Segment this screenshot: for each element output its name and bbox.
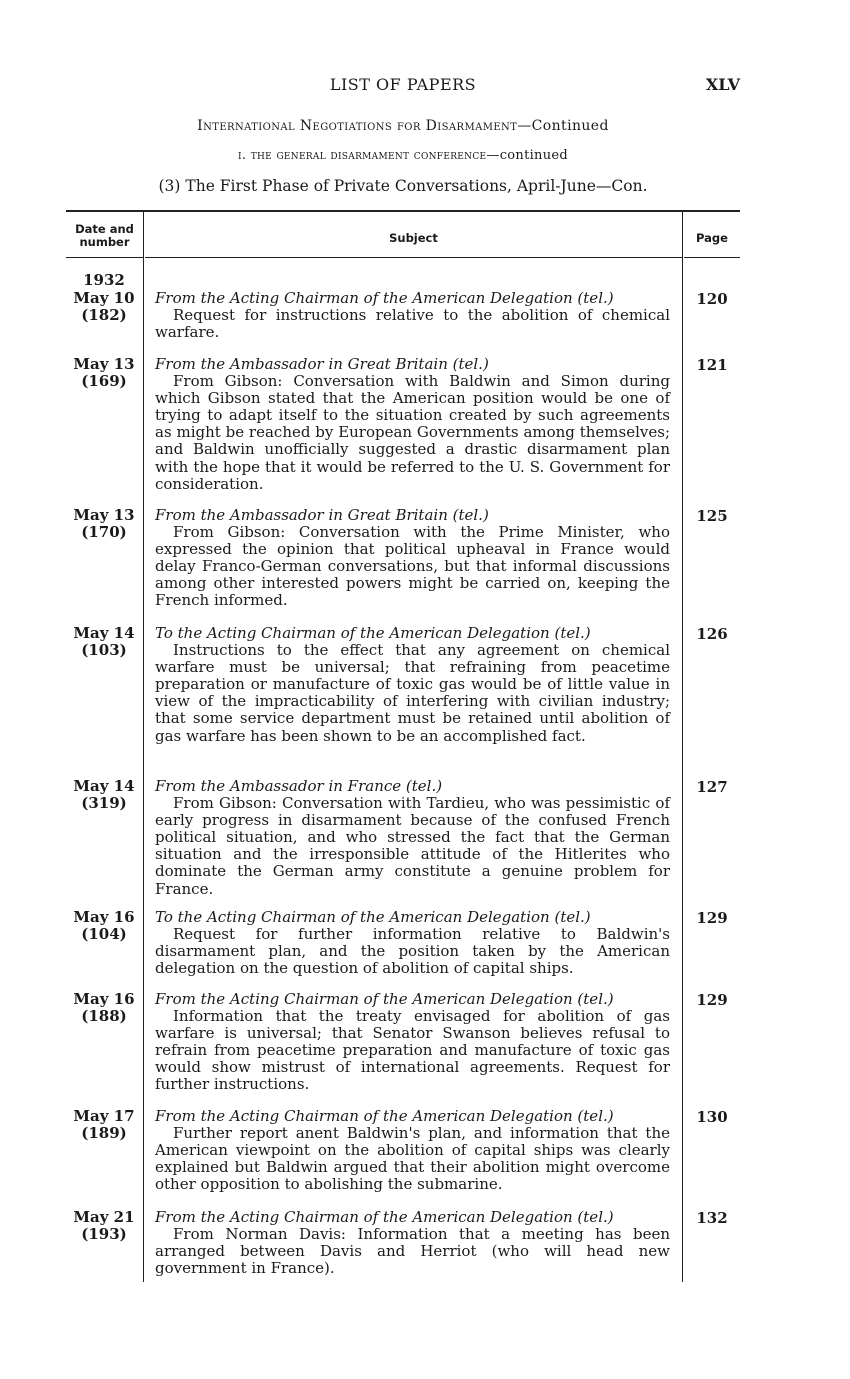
header-rule-subject [145,257,682,258]
subject-cell [155,909,670,977]
entry-date: May 14 [73,624,135,642]
header-rule-page [684,257,740,258]
entry-number: (170) [81,523,127,541]
entry-summary: Request for further information relative to Baldwin's disarmament plan, and the position taken by the American delegation on the question of abolition of capital ships. [155,925,670,978]
subject-cell [155,507,670,610]
column-header-date: Date and number [75,222,134,249]
entry-page: 120 [696,290,728,308]
entry-number: (193) [81,1225,127,1243]
section-heading-tail: —Continued [517,118,609,134]
subject-cell [155,778,670,898]
entry-source: From the Acting Chairman of the American Delegation (tel.) [155,289,614,307]
entry-source: From the Acting Chairman of the American Delegation (tel.) [155,1208,614,1226]
year-label: 1932 [83,271,125,289]
subject-cell [155,356,670,493]
subsection-heading-caps: i. the general disarmament conference [237,148,487,163]
entry-number: (103) [81,641,127,659]
date-cell [66,778,142,812]
date-cell [66,1209,142,1243]
entry-page: 129 [696,909,728,927]
entry-date: May 16 [73,908,135,926]
entry-date: May 16 [73,990,135,1008]
entry-page: 126 [696,625,728,643]
column-header-page: Page [696,231,728,245]
date-cell [66,507,142,541]
subject-cell [155,625,670,745]
entry-page: 127 [696,778,728,796]
entry-number: (189) [81,1124,127,1142]
section-heading-caps: International Negotiations for Disarmament [197,118,518,134]
entry-date: May 14 [73,777,135,795]
entry-summary: Request for instructions relative to the abolition of chemical warfare. [155,306,670,342]
date-cell [66,909,142,943]
running-head [66,75,740,95]
part-heading: (3) The First Phase of Private Conversations, April-June—Con. [158,177,648,195]
column-divider-date [143,212,144,1282]
entry-source: From the Acting Chairman of the American Delegation (tel.) [155,990,614,1008]
entry-source: From the Ambassador in France (tel.) [155,777,443,795]
entry-date: May 10 [73,289,135,307]
entry-date: May 17 [73,1107,135,1125]
entry-page: 121 [696,356,728,374]
entry-page: 132 [696,1209,728,1227]
subsection-heading-tail: —continued [486,148,569,163]
subject-cell [155,1108,670,1193]
entry-source: From the Ambassador in Great Britain (tel.) [155,506,489,524]
header-rule-date [66,257,143,258]
date-cell [66,625,142,659]
date-cell [66,356,142,390]
section-heading [66,118,740,134]
entry-source: From the Acting Chairman of the American Delegation (tel.) [155,1107,614,1125]
entry-page: 130 [696,1108,728,1126]
entry-summary: Instructions to the effect that any agreement on chemical warfare must be universal; that refraining from peacetime preparation or manufacture of toxic gas would be of little value in view of the impracticability of interfering with civilian industry; that some service department must be retained until abolition of gas warfare has been shown to be an accomplished fact. [155,641,670,745]
entry-summary: From Gibson: Conversation with the Prime Minister, who expressed the opinion that political upheaval in France would delay Franco-German conversations, but that informal discussions among other interested powers might be carried on, keeping the French informed. [155,523,670,610]
entry-summary: From Gibson: Conversation with Baldwin and Simon during which Gibson stated that the American position would be one of trying to adapt itself to the situation created by such agreements as might be reached by European Governments among themselves; and Baldwin unofficially suggested a drastic disarmament plan with the hope that it would be referred to the U. S. Government for consideration. [155,372,670,493]
column-divider-page [682,212,683,1282]
entry-number: (104) [81,925,127,943]
entry-source: To the Acting Chairman of the American Delegation (tel.) [155,624,591,642]
subject-cell [155,1209,670,1277]
entry-number: (169) [81,372,127,390]
entry-summary: Information that the treaty envisaged for abolition of gas warfare is universal; that Senator Swanson believes refusal to refrain from peacetime preparation and manufacture of toxic gas would show mistrust of international agreements. Request for further instructions. [155,1007,670,1094]
running-title: LIST OF PAPERS [329,75,477,94]
subject-cell [155,290,670,341]
entry-source: To the Acting Chairman of the American Delegation (tel.) [155,908,591,926]
column-header-subject: Subject [389,231,438,245]
running-page-number: XLV [705,75,740,94]
entry-number: (188) [81,1007,127,1025]
subsection-heading [66,148,740,163]
entry-source: From the Ambassador in Great Britain (tel.) [155,355,489,373]
entry-page: 125 [696,507,728,525]
entry-date: May 21 [73,1208,135,1226]
entry-summary: From Gibson: Conversation with Tardieu, who was pessimistic of early progress in disarmament because of the confused French political situation, and who stressed the fact that the German situation and the irresponsible attitude of the Hitlerites who dominate the German army constitute a genuine problem for France. [155,794,670,898]
date-cell [66,991,142,1025]
papers-table [66,210,740,1282]
date-cell [66,1108,142,1142]
entry-date: May 13 [73,506,135,524]
entry-number: (319) [81,794,127,812]
date-cell [66,290,142,324]
table-top-rule [66,210,740,212]
entry-number: (182) [81,306,127,324]
subject-cell [155,991,670,1094]
entry-date: May 13 [73,355,135,373]
entry-page: 129 [696,991,728,1009]
entry-summary: From Norman Davis: Information that a meeting has been arranged between Davis and Herriot (who will head new government in France). [155,1225,670,1278]
entry-summary: Further report anent Baldwin's plan, and information that the American viewpoint on the abolition of capital ships was clearly explained but Baldwin argued that their abolition might overcome other opposition to abolishing the submarine. [155,1124,670,1194]
